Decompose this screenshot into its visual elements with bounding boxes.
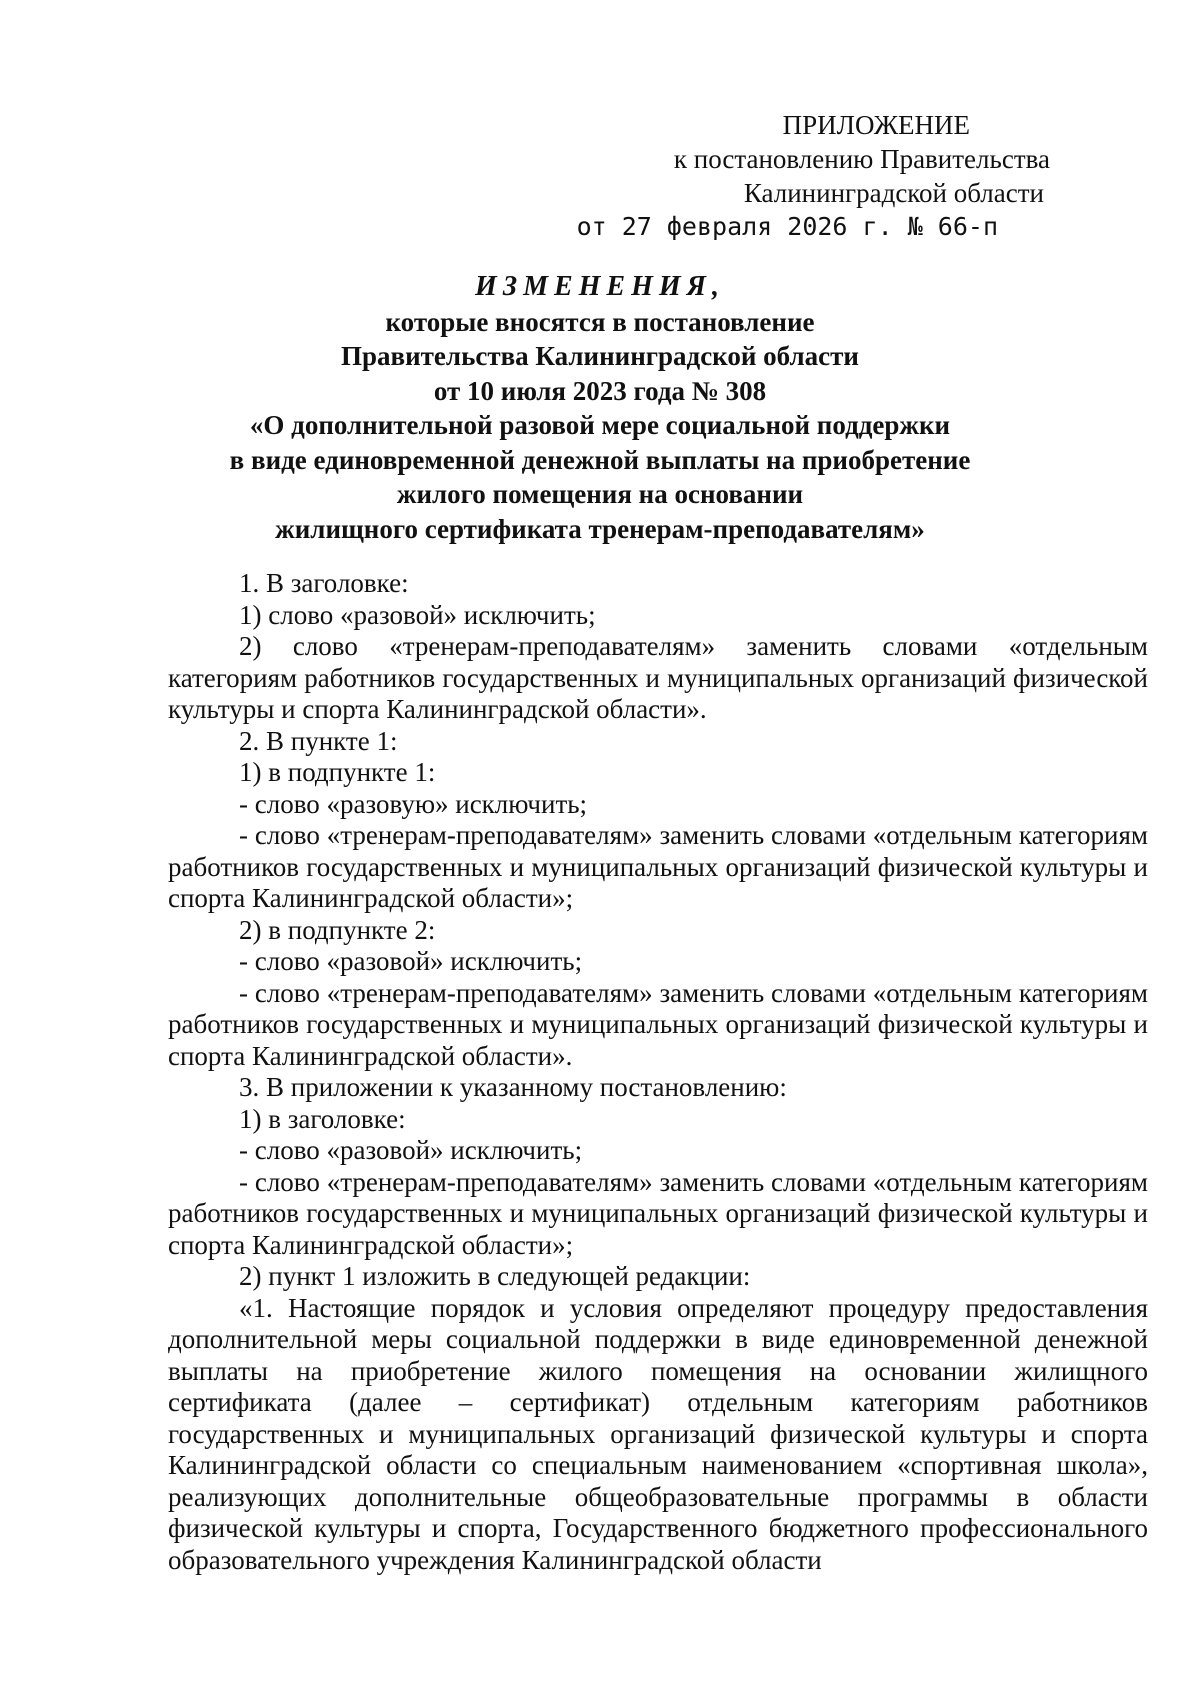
paragraph: - слово «разовой» исключить; [239, 946, 583, 976]
paragraph: 1. В заголовке: [239, 568, 409, 598]
appendix-title: ПРИЛОЖЕНИЕ [782, 110, 970, 140]
paragraph: 2) слово «тренерам-преподавателям» заменить словами «отдельным категориям работников государственных и муниципальных организаций физической культуры и спорта Калининградской области». [168, 631, 1148, 724]
paragraph: - слово «разовой» исключить; [239, 1135, 583, 1165]
appendix-line-1: к постановлению Правительства [673, 144, 1050, 174]
paragraph: 2. В пункте 1: [239, 725, 398, 756]
paragraph: «1. Настоящие порядок и условия определяют процедуру предоставления дополнительной меры социальной поддержки в виде единовременной денежной выплаты на приобретение жилого помещения на основании жилищного сертификата (далее – сертификат) отдельным категориям работников государственных и муниципальных организаций физической культуры и спорта Калининградской области со специальным наименованием «спортивная школа», реализующих дополнительные общеобразовательные программы в области физической культуры и спорта, Государственного бюджетного профессионального образовательного учреждения Калининградской области [168, 1292, 1148, 1575]
document-body [168, 568, 1148, 1576]
paragraph: - слово «тренерам-преподавателям» заменить словами «отдельным категориям работников государственных и муниципальных организаций физической культуры и спорта Калининградской области»; [168, 820, 1148, 913]
appendix-date: от 27 февраля 2026 г. № 66-п [576, 212, 998, 241]
paragraph: 2) пункт 1 изложить в следующей редакции: [239, 1261, 751, 1291]
heading-line-2: Правительства Калининградской области [341, 341, 859, 371]
paragraph: 1) слово «разовой» исключить; [239, 599, 596, 630]
heading-line-5: в виде единовременной денежной выплаты на приобретение [229, 444, 971, 475]
paragraph: - слово «разовую» исключить; [239, 788, 588, 819]
paragraph: - слово «тренерам-преподавателям» заменить словами «отдельным категориям работников государственных и муниципальных организаций физической культуры и спорта Калининградской области»; [168, 1166, 1148, 1260]
heading-line-4: «О дополнительной разовой мере социальной поддержки [249, 410, 951, 440]
heading-line-1: которые вносятся в постановление [385, 306, 815, 337]
document-heading [150, 270, 1050, 546]
appendix-stamp [577, 108, 1050, 244]
heading-line-6: жилого помещения на основании [396, 479, 804, 509]
heading-line-7: жилищного сертификата тренерам-преподавателям» [275, 513, 925, 544]
paragraph: - слово «тренерам-преподавателям» заменить словами «отдельным категориям работников государственных и муниципальных организаций физической культуры и спорта Калининградской области». [168, 977, 1148, 1071]
heading-line-3: от 10 июля 2023 года № 308 [433, 375, 767, 406]
paragraph: 2) в подпункте 2: [239, 914, 436, 945]
appendix-line-2: Калининградской области [743, 178, 1044, 208]
heading-main: ИЗМЕНЕНИЯ, [475, 271, 725, 302]
paragraph: 1) в подпункте 1: [239, 757, 436, 787]
paragraph: 3. В приложении к указанному постановлению: [239, 1072, 787, 1102]
paragraph: 1) в заголовке: [239, 1103, 406, 1134]
